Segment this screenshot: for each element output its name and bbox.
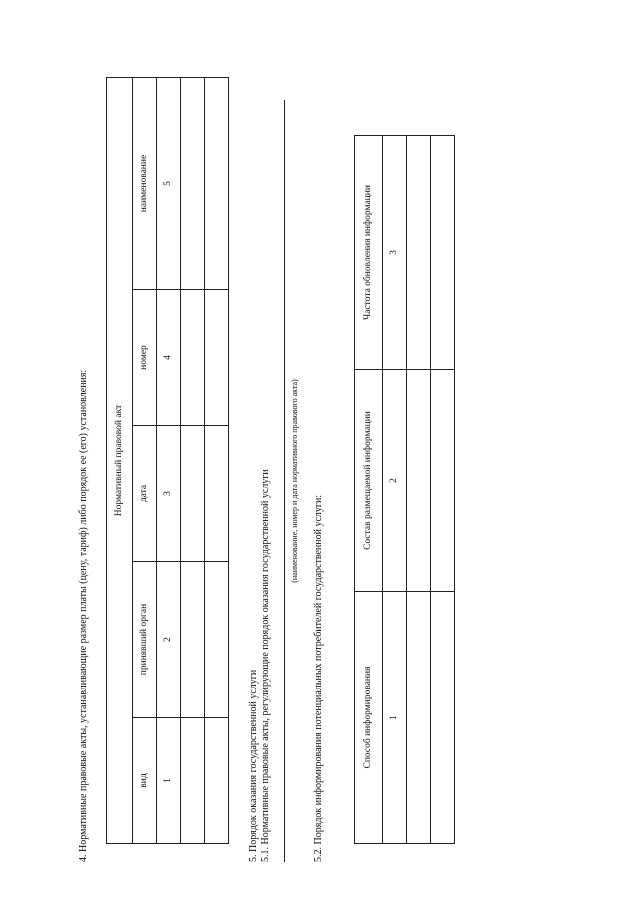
tariff-acts-table [106,77,229,844]
rotated-content [78,42,478,862]
col-header-date: дата [133,426,157,562]
section5-heading: 5. Порядок оказания государственной услуги [248,669,259,862]
col-number-3: 3 [157,426,181,562]
informing-table [354,135,455,844]
caption-5-1: (наименование, номер и дата нормативного правового акта) [290,379,299,583]
item-5-1: 5.1. Нормативные правовые акты, регулирующие порядок оказания государственной услуги [260,469,271,862]
underline-5-1 [284,100,285,862]
col-header-number: номер [133,290,157,426]
col-header-frequency: Частота обновления информации [355,136,383,370]
col-number-1: 1 [383,592,407,844]
col-number-2: 2 [157,562,181,718]
empty-cell [181,718,205,844]
group-header: Нормативный правовой акт [107,78,133,844]
col-number-4: 4 [157,290,181,426]
empty-cell [205,718,229,844]
item-5-2: 5.2. Порядок информирования потенциальных потребителей государственной услуги: [313,494,324,862]
empty-cell [407,592,431,844]
col-header-content: Состав размещаемой информации [355,370,383,592]
col-number-2: 2 [383,370,407,592]
col-number-1: 1 [157,718,181,844]
col-header-method: Способ информирования [355,592,383,844]
col-number-3: 3 [383,136,407,370]
col-header-vid: вид [133,718,157,844]
col-number-5: 5 [157,78,181,290]
col-header-organ: принявший орган [133,562,157,718]
empty-cell [431,592,455,844]
section4-heading: 4. Нормативные правовые акты, устанавливающие размер платы (цену, тариф) либо порядок ее (его) установления: [78,369,89,862]
col-header-name: наименование [133,78,157,290]
